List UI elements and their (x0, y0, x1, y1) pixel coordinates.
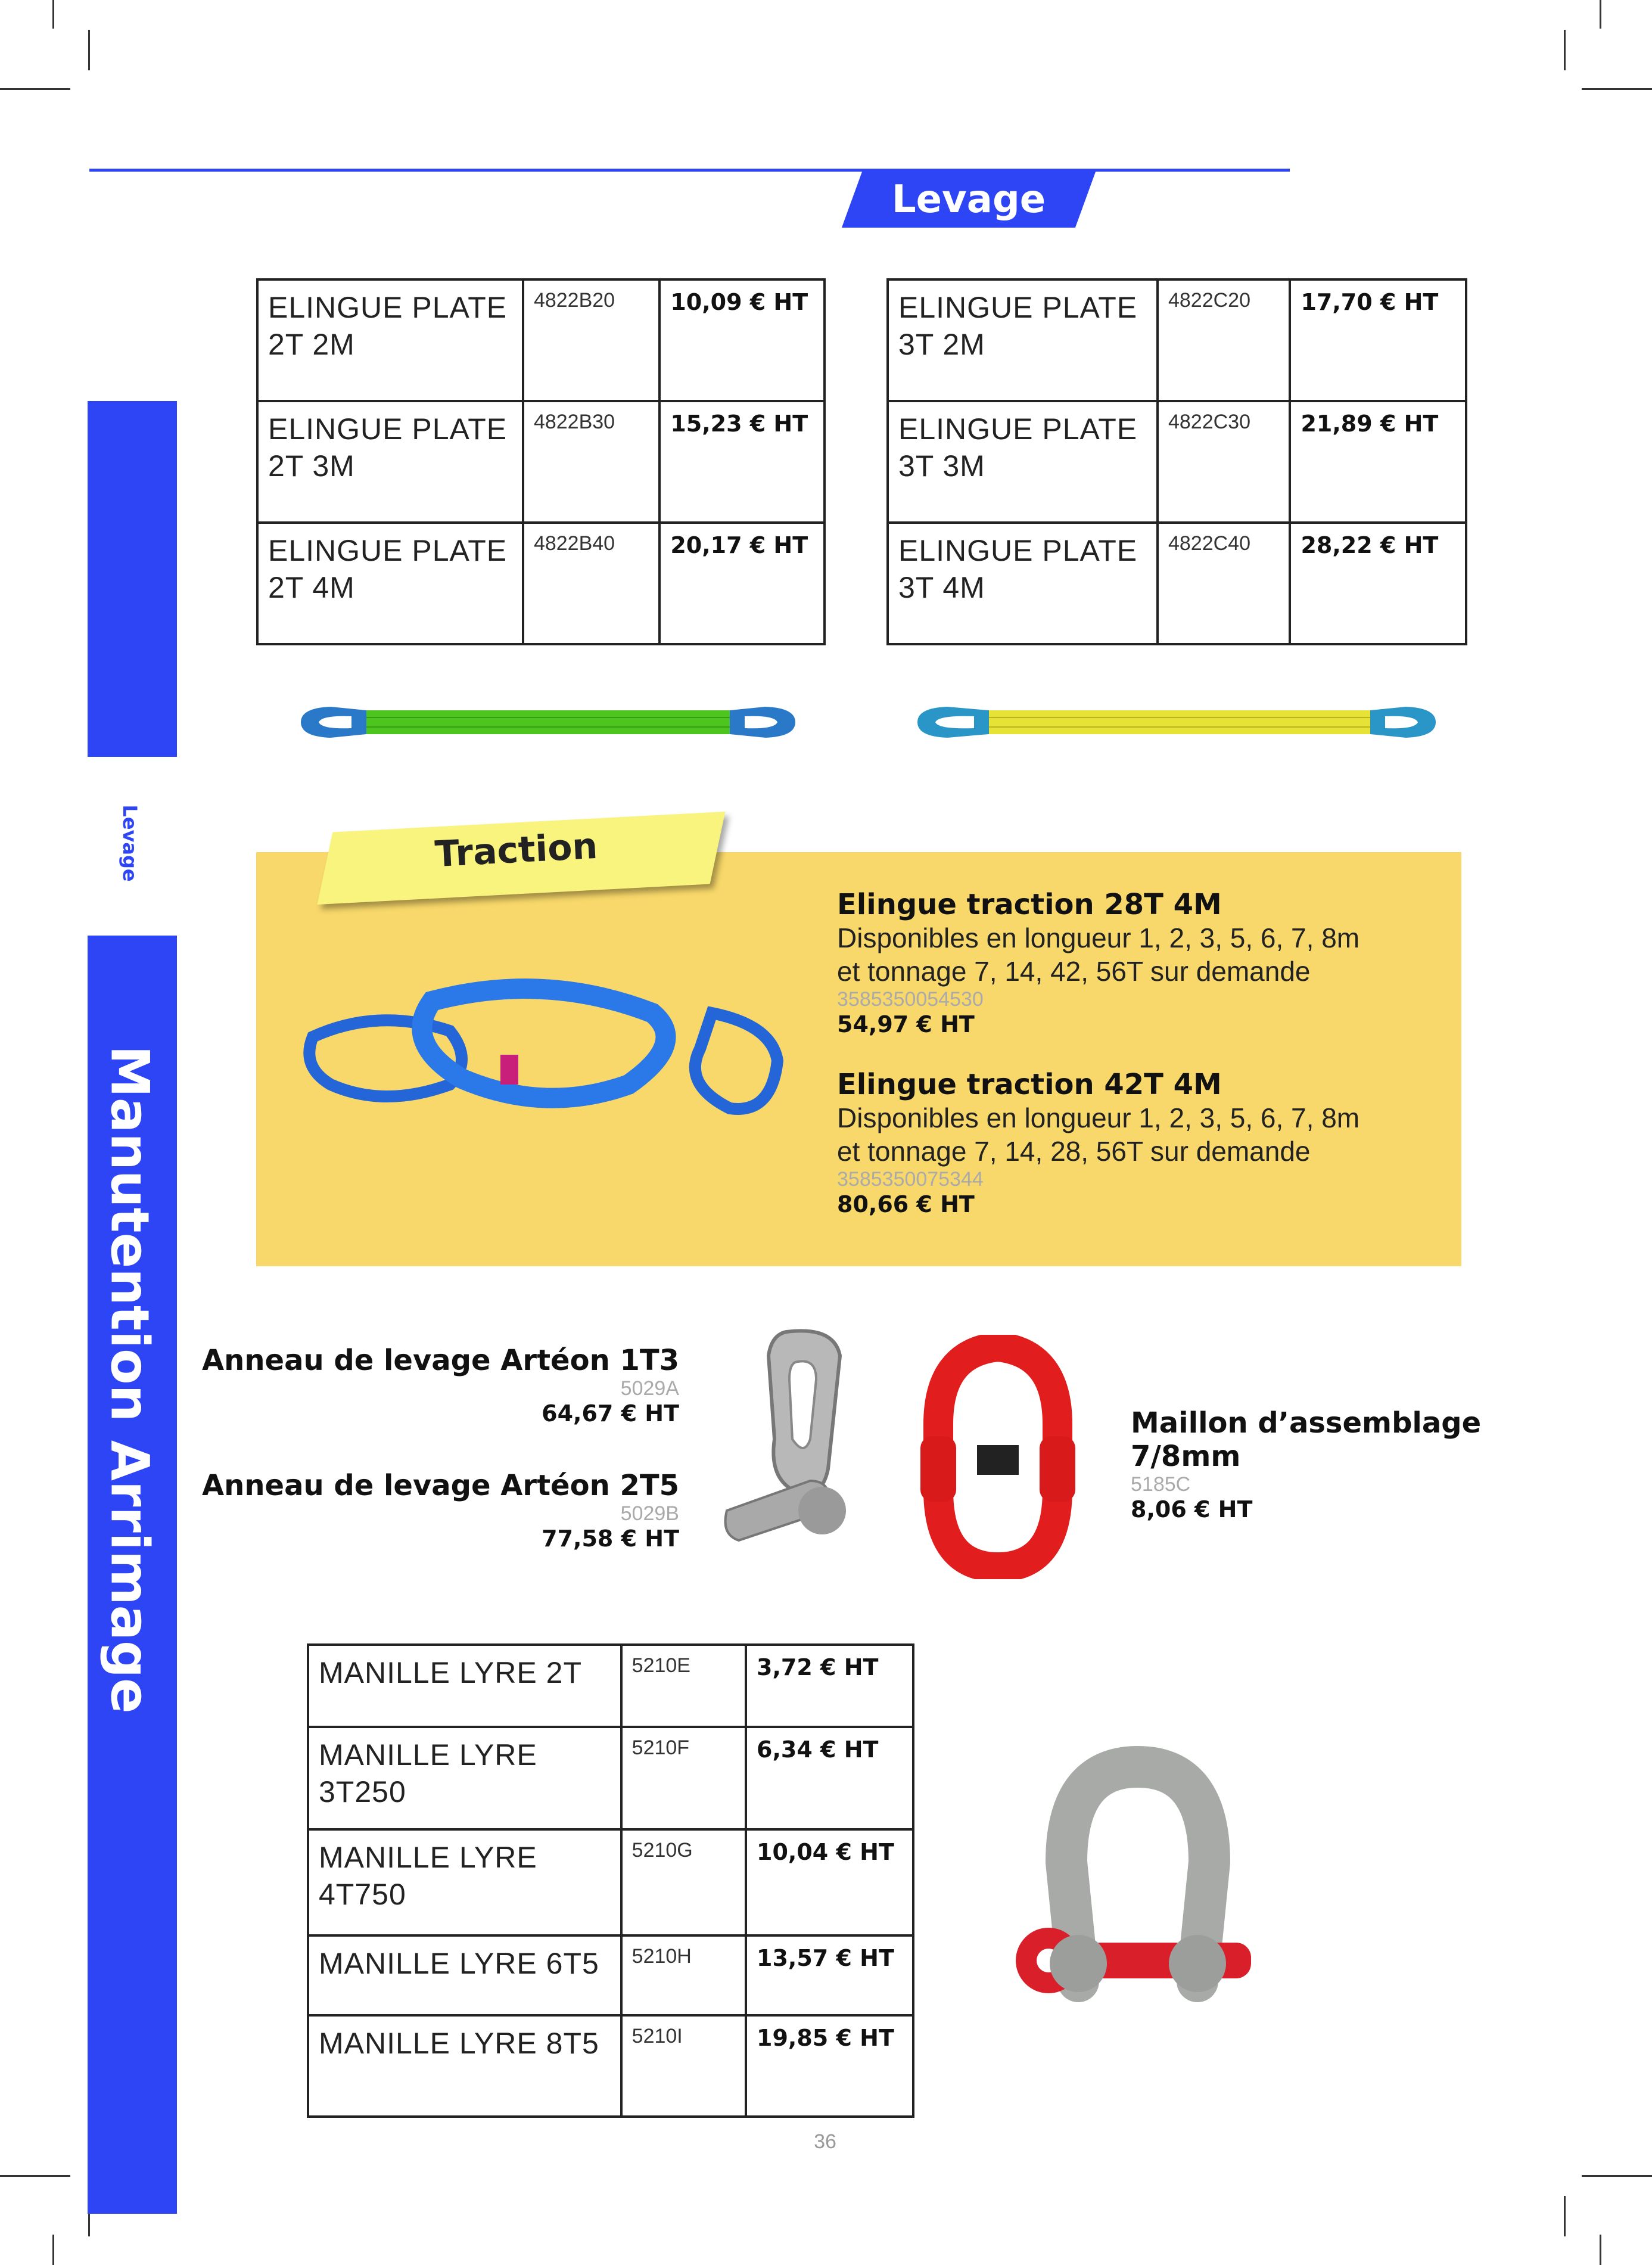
green-sling-image (295, 697, 801, 745)
product-price: 20,17 € HT (659, 523, 825, 644)
product-ref: 5185C (1131, 1473, 1191, 1496)
product-price: 10,09 € HT (659, 279, 825, 401)
shackle-image (989, 1743, 1275, 2035)
crop-mark (1564, 30, 1566, 70)
product-name: MANILLE LYRE 6T5 (308, 1935, 621, 2015)
product-ref: 4822B20 (523, 279, 659, 401)
product-name: ELINGUE PLATE 2T 3M (257, 401, 523, 523)
product-ref: 4822B40 (523, 523, 659, 644)
table-row (888, 279, 1466, 401)
crop-mark (52, 2235, 54, 2265)
product-title: Elingue traction 28T 4M (837, 888, 1222, 921)
yellow-sling-image (911, 697, 1442, 745)
header-rule (89, 169, 694, 172)
product-ref: 5210G (621, 1829, 746, 1935)
crop-mark (88, 30, 90, 70)
product-price: 6,34 € HT (746, 1727, 913, 1829)
product-ref: 3585350054530 (837, 988, 984, 1011)
product-ref: 5210I (621, 2015, 746, 2117)
product-price: 77,58 € HT (542, 1525, 679, 1552)
product-name: ELINGUE PLATE 2T 4M (257, 523, 523, 644)
product-title: 7/8mm (1131, 1440, 1241, 1473)
traction-product-2 (837, 1068, 1445, 1217)
product-title: Anneau de levage Artéon 2T5 (202, 1469, 679, 1502)
product-ref: 5029A (620, 1377, 679, 1400)
product-ref: 4822C20 (1158, 279, 1290, 401)
table-row (888, 401, 1466, 523)
table-row (888, 523, 1466, 644)
crop-mark (0, 88, 70, 90)
product-price: 28,22 € HT (1290, 523, 1466, 644)
section-tab: Levage (891, 178, 1046, 222)
round-sling-image (295, 965, 801, 1132)
table-row (257, 523, 825, 644)
traction-title: Traction (434, 825, 599, 876)
table-manilles (307, 1643, 914, 2118)
crop-mark (52, 0, 54, 29)
product-price: 8,06 € HT (1131, 1496, 1253, 1523)
product-title: Elingue traction 42T 4M (837, 1068, 1222, 1101)
product-price: 15,23 € HT (659, 401, 825, 523)
product-name: MANILLE LYRE 8T5 (308, 2015, 621, 2117)
table-row (308, 2015, 913, 2117)
table-row (308, 1829, 913, 1935)
product-price: 54,97 € HT (837, 1011, 975, 1037)
product-ref: 5210E (621, 1645, 746, 1727)
product-name: ELINGUE PLATE 3T 4M (888, 523, 1158, 644)
product-price: 64,67 € HT (542, 1400, 679, 1427)
traction-product-1 (837, 888, 1445, 1037)
product-name: ELINGUE PLATE 3T 3M (888, 401, 1158, 523)
product-ref: 4822C30 (1158, 401, 1290, 523)
sidebar-small-label: Levage (119, 804, 141, 882)
product-price: 80,66 € HT (837, 1191, 975, 1217)
table-elingue-3t (886, 278, 1467, 645)
table-row (308, 1727, 913, 1829)
sidebar-big-label: Manutention Arrimage (99, 1045, 161, 1714)
sidebar-bar-top (88, 401, 177, 757)
table-row (308, 1645, 913, 1727)
product-ref: 3585350075344 (837, 1168, 984, 1191)
crop-mark (1600, 0, 1601, 29)
product-price: 19,85 € HT (746, 2015, 913, 2117)
product-name: MANILLE LYRE 4T750 (308, 1829, 621, 1935)
crop-mark (1582, 2175, 1652, 2177)
product-price: 3,72 € HT (746, 1645, 913, 1727)
product-price: 21,89 € HT (1290, 401, 1466, 523)
anneau-product-1 (179, 1344, 679, 1427)
product-desc: Disponibles en longueur 1, 2, 3, 5, 6, 7, 8m (837, 1102, 1360, 1133)
product-name: MANILLE LYRE 3T250 (308, 1727, 621, 1829)
connecting-link-image (909, 1335, 1087, 1579)
product-price: 10,04 € HT (746, 1829, 913, 1935)
table-row (308, 1935, 913, 2015)
table-row (257, 279, 825, 401)
product-desc: Disponibles en longueur 1, 2, 3, 5, 6, 7, 8m (837, 922, 1360, 953)
product-name: MANILLE LYRE 2T (308, 1645, 621, 1727)
table-elingue-2t (256, 278, 826, 645)
product-desc: et tonnage 7, 14, 42, 56T sur demande (837, 956, 1311, 987)
product-ref: 5029B (620, 1502, 679, 1525)
product-price: 17,70 € HT (1290, 279, 1466, 401)
crop-mark (0, 2175, 70, 2177)
product-title: Anneau de levage Artéon 1T3 (202, 1344, 679, 1377)
product-price: 13,57 € HT (746, 1935, 913, 2015)
product-name: ELINGUE PLATE 2T 2M (257, 279, 523, 401)
product-ref: 5210H (621, 1935, 746, 2015)
page-number: 36 (814, 2130, 836, 2153)
product-name: ELINGUE PLATE 3T 2M (888, 279, 1158, 401)
table-row (257, 401, 825, 523)
maillon-product (1131, 1406, 1488, 1523)
lifting-ring-image (715, 1320, 906, 1558)
crop-mark (1600, 2235, 1601, 2265)
product-ref: 4822B30 (523, 401, 659, 523)
crop-mark (1564, 2196, 1566, 2236)
anneau-product-2 (179, 1469, 679, 1552)
product-title: Maillon d’assemblage (1131, 1406, 1482, 1440)
product-desc: et tonnage 7, 14, 28, 56T sur demande (837, 1136, 1311, 1167)
product-ref: 4822C40 (1158, 523, 1290, 644)
product-ref: 5210F (621, 1727, 746, 1829)
crop-mark (1582, 88, 1652, 90)
